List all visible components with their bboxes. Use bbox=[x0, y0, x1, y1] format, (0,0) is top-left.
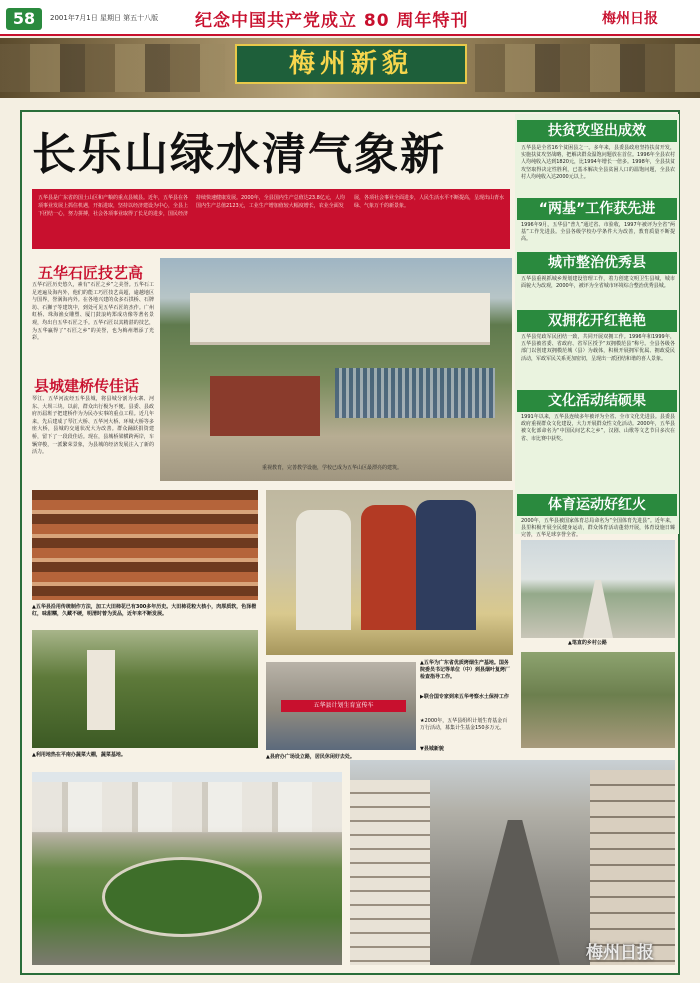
vegetable-greenhouse-photo bbox=[32, 630, 258, 748]
official-right bbox=[416, 500, 476, 630]
school-building bbox=[190, 293, 490, 345]
section-title-stonemason: 五华石匠技艺高 bbox=[38, 264, 144, 282]
section-text-bridge: 琴江、五华河流经五华县城，将县城分割为水寨、河东、大坝三块。以前，群众出行极为不便。县委、县政府历届班子把建桥作为为民办实事的重点工程。近几年来，先后建成了琴江大桥、五华河大桥、环城大桥等多座大桥，县城的交通状况大为改善。群众踊跃捐资建桥，留下了一段段佳话。现在，县城桥梁横跨两岸，车辆穿梭，一派繁荣景象，为县城的经济发展注入了新的活力。 bbox=[32, 396, 154, 456]
street-buildings-left bbox=[350, 780, 430, 965]
page-section-title: 梅州新貌 bbox=[235, 44, 467, 84]
rc-title-sports: 体育运动好红火 bbox=[517, 494, 677, 516]
plaza-garden bbox=[102, 857, 262, 937]
rc-text-poverty: 五华县是全省16个贫困县之一。多年来，县委县政府坚持扶贫开发，实施扶贫攻坚战略，把解决群众温饱问题放在首位。1996年全县农村人均纯收入达到1820元，比1994年增长一倍多。1998年，全县扶贫攻坚取得决定性胜利，已基本解决全县贫困人口的温饱问题，全县农村人均纯收入达2000元以上。 bbox=[521, 145, 675, 180]
page-number: 58 bbox=[6, 8, 42, 30]
un-experts-caption: ▶联合国专家到来五华考察水土保持工作 bbox=[420, 694, 509, 700]
family-planning-caption: ★2000年，五华县组织计划生育基金百万行活动，募集计生基金150多万元。 bbox=[420, 718, 508, 731]
tobacco-inspection-photo bbox=[266, 490, 513, 655]
watermark: 梅州日报 bbox=[586, 943, 654, 963]
rc-title-poverty: 扶贫攻坚出成效 bbox=[517, 120, 677, 142]
town-plaza-photo bbox=[32, 772, 342, 965]
road-surface bbox=[583, 580, 613, 638]
official-left bbox=[296, 510, 351, 630]
rc-text-culture: 1991年以来，五华县连续多年被评为全省、全市文化先进县。县委县政府重视群众文化建设，大力开展群众性文化活动。2000年，五华县被文化部命名为“中国民间艺术之乡”，汉剧、山歌等文艺节目多次在省、市比赛中获奖。 bbox=[521, 414, 675, 442]
headline: 长乐山绿水清气象新 bbox=[32, 129, 446, 180]
tobacco-caption: ▲五华为广东省优质烤烟生产基地。国务院委员书记等单位（中）到县烟叶复烤厂检查指导工作。 bbox=[420, 660, 511, 680]
special-issue-title: 纪念中国共产党成立 80 周年特刊 bbox=[195, 11, 469, 31]
section-title-bridge: 县城建桥传佳话 bbox=[34, 377, 140, 395]
section-text-stonemason: 五华石匠历史悠久，素有“石匠之乡”之美誉。五华石工足迹遍及海内外，他们的能工巧匠技艺高超，逾越地区与国界，誉满海内外。在各地兴建的众多石拱桥、石牌坊、石狮子等建筑中，到处可见五华石匠的杰作。广州虹桥、珠海渔女雕塑、厦门鼓浪屿郑成功像等著名景观，均出自五华石匠之手。五华石匠以其精湛的技艺，为五华赢得了“石匠之乡”的美誉，也为梅州增添了光彩。 bbox=[32, 282, 154, 342]
plaza-buildings bbox=[32, 782, 342, 832]
rc-text-army: 五华县党政军民团结一致，共同开展双拥工作。1996年和1999年，五华县被省委、省政府、省军区授予“双拥模范县”称号。全县各级各部门以创建双拥模范城（县）为载体，积极开展拥军优属、拥政爱民活动，军政军民关系更加密切，呈现出一派团结和谐的喜人景象。 bbox=[521, 334, 675, 362]
dateline: 2001年7月1日 星期日 第五十八版 bbox=[50, 14, 159, 22]
county-street-photo bbox=[350, 760, 675, 965]
school-photo bbox=[160, 258, 512, 481]
banner-photos-right bbox=[475, 44, 700, 92]
greenhouse-caption: ▲利用地热在平南办蔬菜大棚，蔬菜基地。 bbox=[32, 752, 126, 758]
rc-title-culture: 文化活动结硕果 bbox=[517, 390, 677, 412]
persimmon-drying-photo bbox=[32, 490, 258, 600]
newspaper-name: 梅州日报 bbox=[602, 11, 658, 27]
students-assembly bbox=[335, 368, 495, 418]
banner-photos-left bbox=[0, 44, 225, 92]
village-road-photo bbox=[521, 540, 675, 638]
farmer-figure bbox=[87, 650, 115, 730]
new-look-caption: ▼县城新貌 bbox=[420, 746, 444, 752]
rc-text-city: 五华县重视抓城乡规划建设管理工作，着力创建文明卫生县城，城市面貌大为改观，2000年，被评为全省城市环境综合整治优秀县城。 bbox=[521, 276, 675, 290]
family-planning-rally-photo bbox=[266, 662, 416, 750]
persimmon-caption: ▲五华县沿用传统制作方法，加工大田柿花已有300多年历史。大田柿花粒大核小，肉厚质软，色泽橙红，味甜糯，久藏不硬，明清时曾为贡品，近年来不断发展。 bbox=[32, 604, 257, 617]
school-photo-caption: 重视教育，完善教学设施，学校已成为五华山区最漂亮的建筑。 bbox=[262, 465, 403, 471]
official-center bbox=[361, 505, 416, 630]
rc-title-city: 城市整治优秀县 bbox=[517, 252, 677, 274]
rc-title-army: 双拥花开红艳艳 bbox=[517, 310, 677, 332]
lead-paragraph: 五华县是广东省的国土山区和产粮的重点县城县。近年，五华县在各项事业发展上抓住机遇，开拓进取，坚持以经济建设为中心，全县上下团结一心，努力拼搏，社会各项事业取得了长足的进步，国民经济持续快速健康发展。2000年，全县国内生产总值达23.8亿元，人均国内生产总值2123元，工业生产增加值较大幅度增长，农业全面发展，各项社会事业全面进步，人民生活水平不断提高，呈现出山青水绿、气象万千的新景象。 bbox=[32, 189, 510, 249]
rc-title-education: “两基”工作获先进 bbox=[517, 198, 677, 220]
street-road bbox=[470, 820, 560, 965]
rc-text-education: 1996年9月，五华县“普九”通过省、市验收，1997年被评为全省“两基”工作先进县。全县各级学校办学条件大为改善，教育质量不断提高。 bbox=[521, 222, 675, 243]
rc-text-sports: 2000年，五华县被国家体育总局命名为“全国体育先进县”。近年来，县里积极开展全民健身运动，群众体育活动蓬勃开展，体育设施日臻完善，五华足球享誉全省。 bbox=[521, 518, 675, 539]
rally-banner: 五华县计划生育宣传车 bbox=[281, 700, 406, 712]
road-caption: ▲笔直的乡村公路 bbox=[568, 640, 607, 646]
exercise-caption: ▲县府办广场设立路，居民休闲好去处。 bbox=[266, 754, 355, 760]
experts-visit-photo bbox=[521, 652, 675, 748]
school-gate bbox=[210, 376, 320, 436]
